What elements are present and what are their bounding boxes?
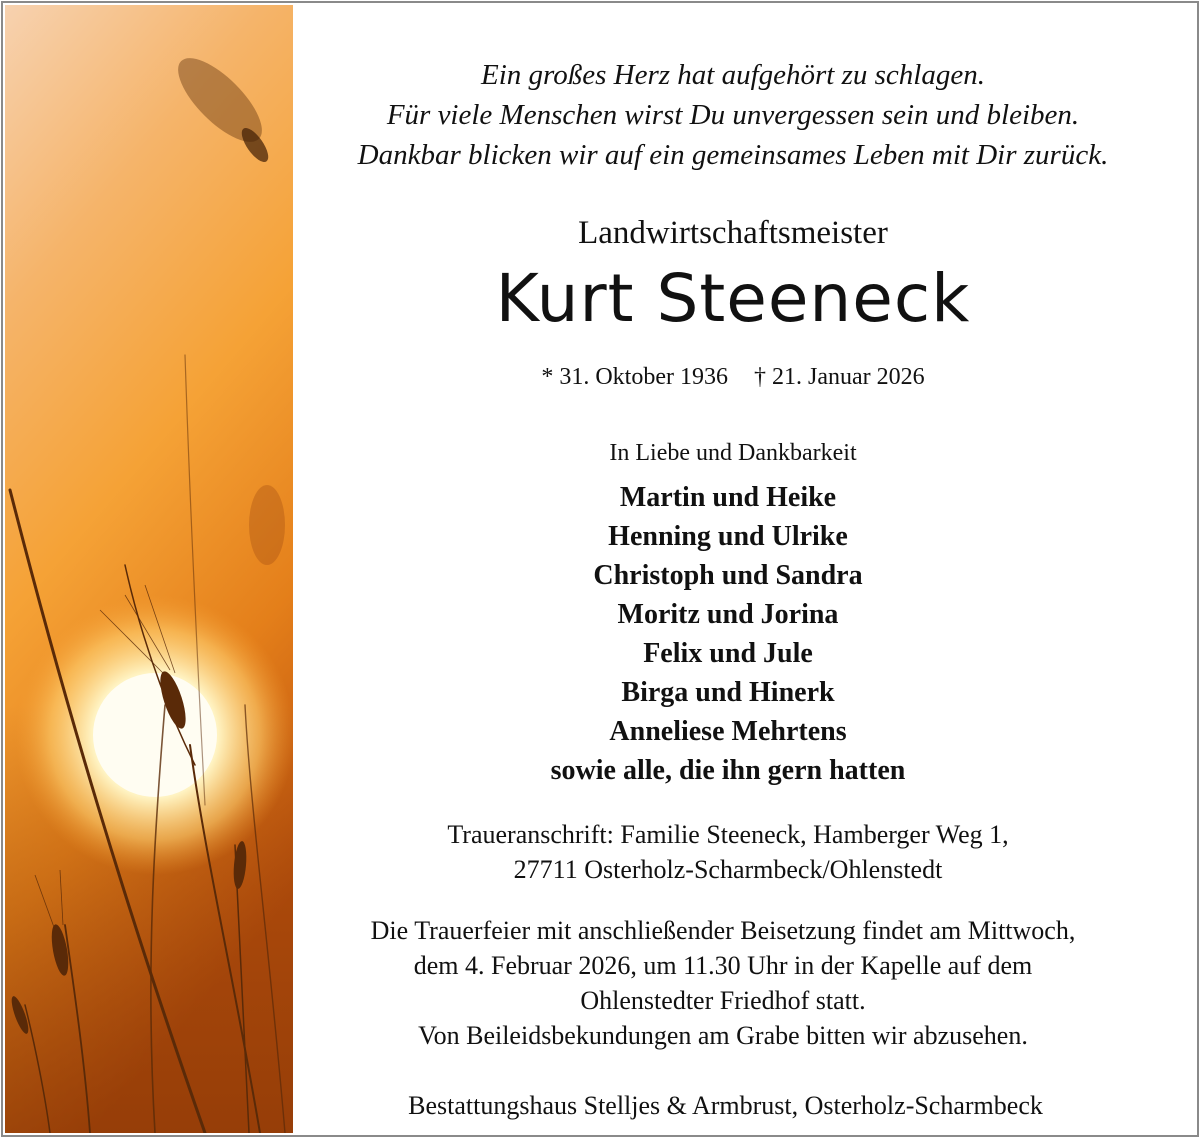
- mourner-entry: Christoph und Sandra: [593, 560, 863, 591]
- death-date: † 21. Januar 2026: [754, 364, 925, 390]
- motto-line: Für viele Menschen wirst Du unvergessen sein und bleiben.: [386, 99, 1080, 131]
- address-line: 27711 Osterholz-Scharmbeck/Ohlenstedt: [513, 855, 943, 884]
- address-line: Traueranschrift: Familie Steeneck, Hamberger Weg 1,: [447, 820, 1009, 849]
- mourners-intro: In Liebe und Dankbarkeit: [609, 440, 857, 466]
- obituary-notice: [1, 1, 1199, 1137]
- mourners-list: [293, 478, 1163, 790]
- mourner-entry: Moritz und Jorina: [617, 599, 839, 630]
- mourning-address: [293, 817, 1163, 887]
- mourner-entry: Henning und Ulrike: [608, 521, 848, 552]
- profession-title: Landwirtschaftsmeister: [578, 215, 888, 251]
- funeral-info-line: Von Beileidsbekundungen am Grabe bitten wir abzusehen.: [418, 1021, 1028, 1050]
- mourner-entry: Birga und Hinerk: [621, 677, 835, 708]
- funeral-info-line: Ohlenstedter Friedhof statt.: [580, 986, 866, 1015]
- birth-date: * 31. Oktober 1936: [541, 364, 728, 390]
- mourner-entry: Anneliese Mehrtens: [609, 716, 847, 747]
- motto-line: Ein großes Herz hat aufgehört zu schlagen.: [481, 59, 985, 91]
- mourner-entry: Felix und Jule: [643, 638, 813, 669]
- funeral-info-line: dem 4. Februar 2026, um 11.30 Uhr in der Kapelle auf dem: [413, 951, 1033, 980]
- mourner-entry: Martin und Heike: [619, 482, 837, 513]
- motto-verse: [293, 55, 1173, 175]
- notice-text: [293, 3, 1193, 1137]
- life-dates: [293, 361, 1173, 393]
- wheat-stalks-sunset-image: [5, 5, 293, 1133]
- motto-line: Dankbar blicken wir auf ein gemeinsames Leben mit Dir zurück.: [357, 139, 1109, 171]
- funeral-home: Bestattungshaus Stelljes & Armbrust, Osterholz-Scharmbeck: [408, 1091, 1043, 1120]
- funeral-info: [293, 913, 1153, 1053]
- deceased-name: Kurt Steeneck: [495, 260, 971, 337]
- mourner-entry: sowie alle, die ihn gern hatten: [550, 755, 906, 786]
- funeral-info-line: Die Trauerfeier mit anschließender Beisetzung findet am Mittwoch,: [370, 916, 1076, 945]
